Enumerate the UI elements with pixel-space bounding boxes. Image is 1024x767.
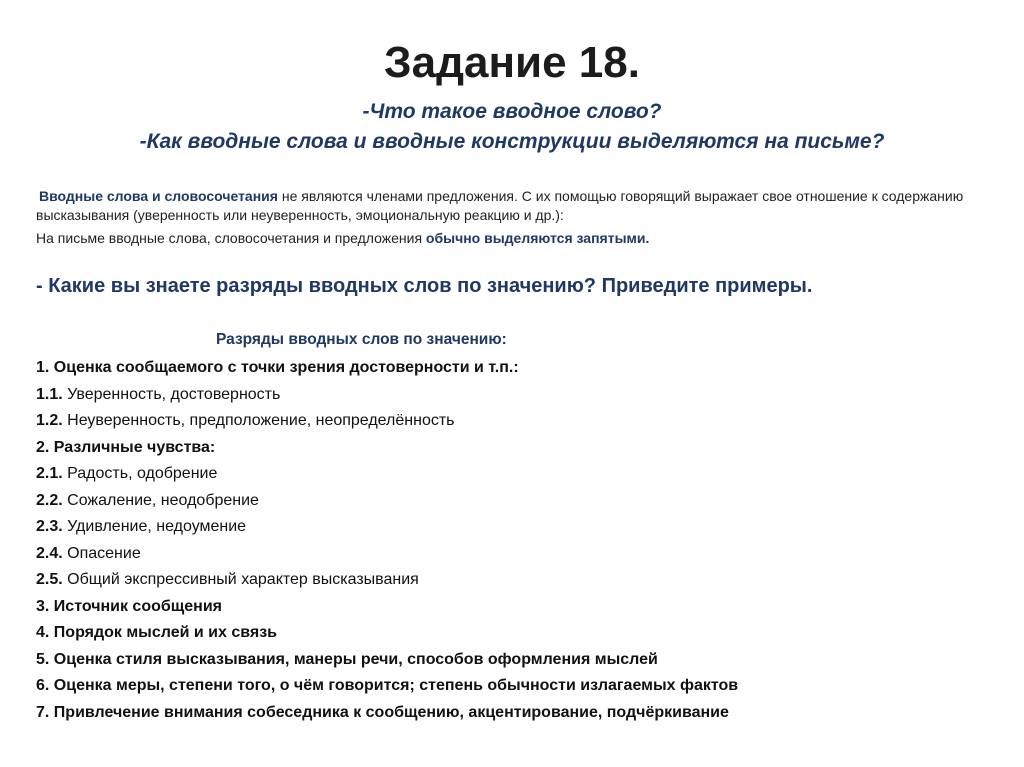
highlight-term: Вводные слова и словосочетания	[39, 188, 278, 204]
list-item	[36, 673, 738, 700]
list-item	[36, 700, 738, 727]
item-text: Оценка меры, степени того, о чём говорится; степень обычности излагаемых фактов	[49, 677, 739, 694]
paragraph-text: не являются членами предложения. С их помощью говорящий выражает свое отношение к содержанию высказывания (уверенность или неуверенность, эмоциональную реакцию и др.):	[36, 188, 964, 223]
item-text: Радость, одобрение	[62, 465, 218, 482]
list-item	[36, 541, 738, 568]
list-item	[36, 355, 738, 382]
item-number: 2.2.	[36, 491, 63, 509]
item-text: Сожаление, неодобрение	[62, 491, 259, 509]
list-item	[36, 435, 738, 462]
list-item	[36, 594, 738, 621]
list-item	[36, 408, 738, 435]
question-2: -Как вводные слова и вводные конструкции выделяются на письме?	[139, 130, 885, 153]
item-text: Оценка сообщаемого с точки зрения достоверности и т.п.:	[49, 359, 519, 376]
item-number: 6.	[36, 677, 50, 694]
list-item	[36, 567, 738, 594]
item-number: 1.1.	[36, 385, 63, 403]
category-list	[36, 355, 738, 726]
paragraph-text: На письме вводные слова, словосочетания и предложения	[36, 230, 426, 246]
list-item	[36, 620, 738, 647]
item-text: Порядок мыслей и их связь	[49, 624, 277, 641]
item-number: 2.	[36, 438, 50, 456]
item-text: Уверенность, достоверность	[62, 385, 281, 403]
item-text: Общий экспрессивный характер высказывания	[62, 571, 419, 588]
paragraph-punctuation	[36, 229, 996, 248]
question-1: -Что такое вводное слово?	[362, 100, 662, 123]
item-text: Источник сообщения	[49, 597, 222, 615]
item-number: 2.5.	[36, 571, 63, 588]
item-number: 5.	[36, 650, 50, 668]
item-text: Привлечение внимания собеседника к сообщению, акцентирование, подчёркивание	[49, 703, 729, 721]
item-number: 2.1.	[36, 465, 63, 482]
item-text: Различные чувства:	[49, 438, 216, 456]
list-item	[36, 488, 738, 515]
highlight-rule: обычно выделяются запятыми.	[425, 230, 650, 246]
item-text: Опасение	[62, 544, 141, 562]
item-number: 2.3.	[36, 518, 63, 535]
item-text: Удивление, недоумение	[62, 518, 247, 535]
list-item	[36, 382, 738, 409]
list-item	[36, 514, 738, 541]
item-number: 3.	[36, 597, 50, 615]
item-text: Оценка стиля высказывания, манеры речи, способов оформления мыслей	[49, 650, 658, 668]
paragraph-definition	[36, 187, 996, 225]
item-number: 1.	[36, 359, 50, 376]
item-text: Неуверенность, предположение, неопределённость	[62, 412, 455, 429]
slide-title: Задание 18.	[384, 38, 640, 87]
item-number: 7.	[36, 703, 50, 721]
list-item	[36, 647, 738, 674]
list-item	[36, 461, 738, 488]
item-number: 1.2.	[36, 412, 63, 429]
item-number: 2.4.	[36, 544, 63, 562]
list-title: Разряды вводных слов по значению:	[216, 331, 507, 348]
item-number: 4.	[36, 624, 50, 641]
question-categories: - Какие вы знаете разряды вводных слов по значению? Приведите примеры.	[36, 275, 813, 297]
